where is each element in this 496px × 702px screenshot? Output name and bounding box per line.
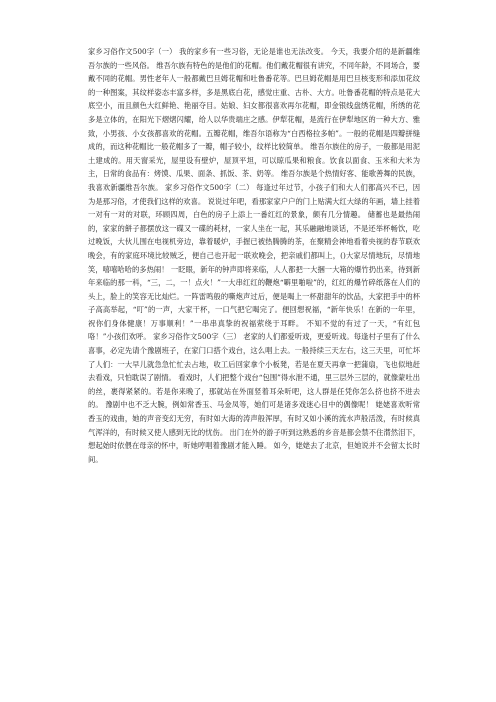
essay-body-text: 家乡习俗作文500字（一） 我的家乡有一些习俗，无论是谁也无法改变。 今天，我要介绍的是新疆维吾尔族的一些风俗。 维吾尔族有特色的是他们的花帽。他们戴花帽很有讲究，不同年龄，不同场合，要戴不同的花帽。男性老年人一般都戴巴旦姆花帽和吐鲁番花等。巴旦姆花帽是用巴旦核变形和添加花纹的一种图案，其纹样姿态丰富多样，多是黑底白花，感觉庄重、古朴、大方。吐鲁番花帽的特点是花大底空小，而且颜色大红鲜艳、艳丽夺目。姑娘、妇女都很喜欢再尔花帽，即金银线盘绣花帽，所绣的花多是立体的，在阳光下熠熠闪耀，给人以华贵端庄之感。伊犁花帽，是流行在伊犁地区的一种大方、雅致，小男孩、小女孩都喜欢的花帽。五瓣花帽，维吾尔语称为“白西格拉多帕”。一般的花帽是四瓣拼缝成的，而这种花帽比一般花帽多了一瓣，帽子较小，纹样比较简单。 维吾尔族住的房子，一般都是用泥土建成的。用天窗采光，屋里设有壁炉，屋顶平坦，可以晾瓜果和粮食。饮食以面食、玉米和大米为主，日常的食品有：烤馍、瓜果、面条、抓饭、茶、奶等。 维吾尔族是个热情好客、能歌善舞的民族，我喜欢新疆维吾尔族。 家乡习俗作文500字（二） 每逢过年过节，小孩子们和大人们都高兴不已，因为是那习俗，才使我们这样的欢喜。 说说过年吧，看那家家户户的门上贴满大红大绿的年画，墙上挂着一对有一对的对联，环顾四周，白色的房子上添上一番红红的景象，颇有几分情趣。 储蓄也是最热闹的，家家的餅子都摆放这一碟又一碟的耗材，一家人坐在一起，其乐融融地谈话，不是还举杯畅饮，吃过晚饭，大伙儿围在电视机旁边，靠着暖炉，手握已被热腾腾的茶，在聚精会神地看着央视的春节联欢晚会，有的家庭环境比较贼乏，便自己也开起一联欢晚会，把亲戚们都叫上，()大家尽情地玩，尽情地笑，嘻嘻哈哈的多热闹！ 一眨眼，新年的钟声即将来临，人人都把一大捆一大箱的爆竹扔出来，待到新年来临的那一科，“三，二，一！点火！”一大串红红的鞭炮“噼里啪啦”的，红红的爆竹碎纸落在人们的头上，脸上的笑容无比灿烂。一阵雷鸣般的嘶炮声过后，便是喝上一杯甜甜年的饮品，大家把手中的杯子高高举起，“叮”的一声，大家干杯，一口气把它喝完了。便回想祝福，“新年快乐！在新的一年里，祝你们身体健康！万事顺利！”一串串真挚的祝福萦绕于耳畔。 不知不觉的有过了一天，“有红包咯！”小孩们欢呼。 家乡习俗作文500字（三） 老家的人们都爱听戏，更爱听戏。每逢村子里有了什么喜事，必定先请个豫剧班子，在家门口搭个戏台，这么唱上去。一般持续三天左右，这三天里，可忙坏了人们：一大早儿就急急忙忙去占地，收工后回家拿个小板凳，若是在夏天再拿一把蒲扇，飞也似地赶去看戏，只怕耽误了剧情。 看戏时，人们把整个戏台“包围”得水泄不通，里三层外三层的，就像蒙吐出的丝，裹得紧紧的。若是你来晚了，那就站在外面竖着耳朵听吧，这人群是任凭你怎么挤也挤不进去的。 豫剧中也不乏大腕，例如常香玉、马金凤等，她们可是诸多戏迷心目中的偶像呢！ 姥姥喜欢听常香玉的戏曲，她的声音变幻无穷，有时如大海的涛声般浑厚，有时又如小溪的流水声般活泼，有时候真气浑洋的，有时候又使人感到无比的忧伤。 出门在外的游子听到这熟悉的乡音是都会禁不住潸然泪下，想起始时依偎在母亲的怀中，听她哼唱着豫剧才能入睡。 如今，姥姥去了北京，但她说并不会留太长时间。 — [88, 47, 420, 464]
